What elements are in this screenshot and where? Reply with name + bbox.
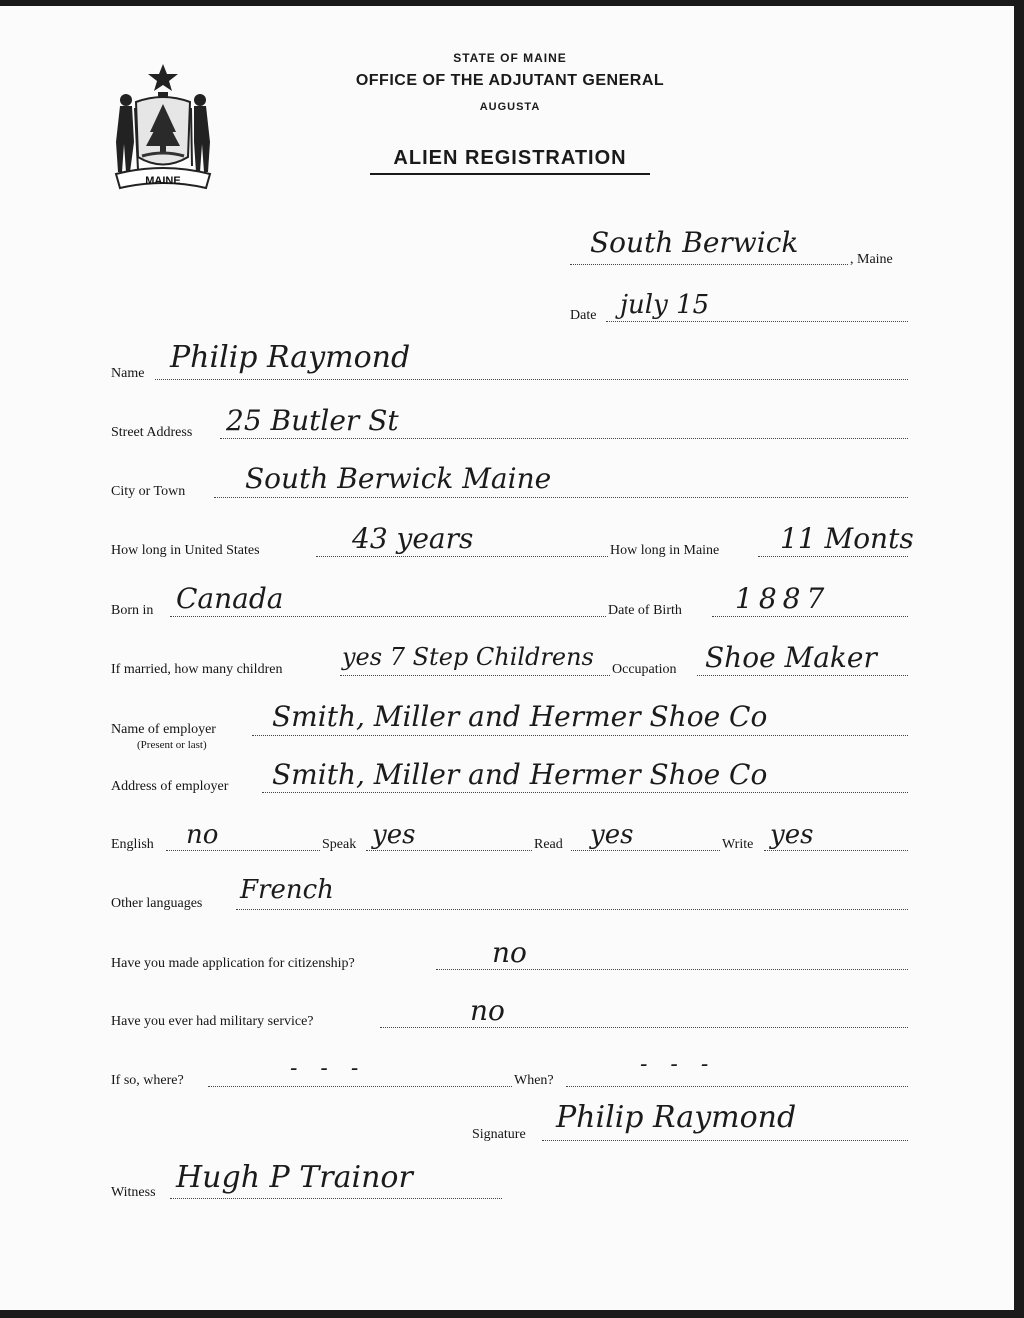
employer-address-value: Smith, Miller and Hermer Shoe Co (272, 758, 768, 791)
children-field-line (340, 675, 610, 676)
date-of-birth-label: Date of Birth (608, 603, 682, 618)
english-field-line (166, 850, 320, 851)
how-long-maine-value: 11 Monts (780, 522, 914, 555)
how-long-us-label: How long in United States (111, 543, 260, 558)
employer-address-field-line (262, 792, 908, 793)
date-label: Date (570, 308, 597, 323)
read-value: yes (590, 820, 634, 850)
citizenship-label: Have you made application for citizenship? (111, 956, 355, 971)
date-of-birth-field-line (712, 616, 908, 617)
header-city: AUGUSTA (479, 101, 541, 113)
when-label: When? (514, 1073, 554, 1088)
place-field-line (570, 264, 848, 265)
how-long-us-field-line (316, 556, 608, 557)
date-field-line (606, 321, 908, 322)
when-field-line (566, 1086, 908, 1087)
city-field-line (214, 497, 908, 498)
date-of-birth-value: 1887 (735, 582, 831, 615)
military-value: no (470, 994, 505, 1027)
born-in-field-line (170, 616, 606, 617)
children-value: yes 7 Step Childrens (342, 643, 594, 671)
scan-border-right (1014, 0, 1024, 1318)
employer-note-label: (Present or last) (137, 739, 207, 751)
scan-border-bottom (0, 1310, 1024, 1318)
other-languages-value: French (240, 875, 334, 905)
street-address-value: 25 Butler St (226, 404, 399, 437)
occupation-label: Occupation (612, 662, 677, 677)
write-value: yes (770, 820, 814, 850)
occupation-field-line (697, 675, 908, 676)
header-office: OFFICE OF THE ADJUTANT GENERAL (355, 72, 665, 89)
citizenship-value: no (492, 936, 527, 969)
name-label: Name (111, 366, 145, 381)
employer-name-value: Smith, Miller and Hermer Shoe Co (272, 700, 768, 733)
street-address-label: Street Address (111, 425, 193, 440)
speak-value: yes (372, 820, 416, 850)
name-value: Philip Raymond (170, 340, 411, 375)
employer-address-label: Address of employer (111, 779, 229, 794)
title-underline (370, 173, 650, 175)
read-field-line (571, 850, 720, 851)
write-field-line (764, 850, 908, 851)
place-value: South Berwick (590, 226, 799, 259)
scan-border-top (0, 0, 1024, 6)
form-title: ALIEN REGISTRATION (393, 147, 627, 169)
born-in-label: Born in (111, 603, 154, 618)
maine-seal-icon (108, 62, 218, 192)
employer-name-field-line (252, 735, 908, 736)
born-in-value: Canada (176, 582, 284, 615)
english-label: English (111, 837, 154, 852)
military-field-line (380, 1027, 908, 1028)
where-field-line (208, 1086, 512, 1087)
seal-text: MAINE (145, 175, 181, 187)
witness-field-line (170, 1198, 502, 1199)
signature-field-line (542, 1140, 908, 1141)
where-value: - - - (290, 1056, 367, 1081)
maine-label: , Maine (850, 252, 893, 267)
date-value: july 15 (620, 290, 710, 320)
where-label: If so, where? (111, 1073, 184, 1088)
witness-value: Hugh P Trainor (176, 1160, 413, 1195)
read-label: Read (534, 837, 563, 852)
name-field-line (155, 379, 908, 380)
speak-field-line (366, 850, 532, 851)
signature-value: Philip Raymond (556, 1100, 797, 1135)
when-value: - - - (640, 1052, 717, 1077)
how-long-us-value: 43 years (352, 522, 474, 555)
how-long-maine-label: How long in Maine (610, 543, 720, 558)
military-label: Have you ever had military service? (111, 1014, 314, 1029)
english-value: no (186, 820, 219, 850)
citizenship-field-line (436, 969, 908, 970)
other-languages-field-line (236, 909, 908, 910)
city-value: South Berwick Maine (245, 462, 552, 495)
employer-name-label: Name of employer (111, 722, 216, 737)
how-long-maine-field-line (758, 556, 908, 557)
signature-label: Signature (472, 1127, 526, 1142)
write-label: Write (722, 837, 754, 852)
header-state: STATE OF MAINE (453, 51, 567, 65)
other-languages-label: Other languages (111, 896, 203, 911)
occupation-value: Shoe Maker (705, 641, 877, 674)
street-address-field-line (220, 438, 908, 439)
city-label: City or Town (111, 484, 186, 499)
children-label: If married, how many children (111, 662, 283, 677)
witness-label: Witness (111, 1185, 156, 1200)
speak-label: Speak (322, 837, 357, 852)
